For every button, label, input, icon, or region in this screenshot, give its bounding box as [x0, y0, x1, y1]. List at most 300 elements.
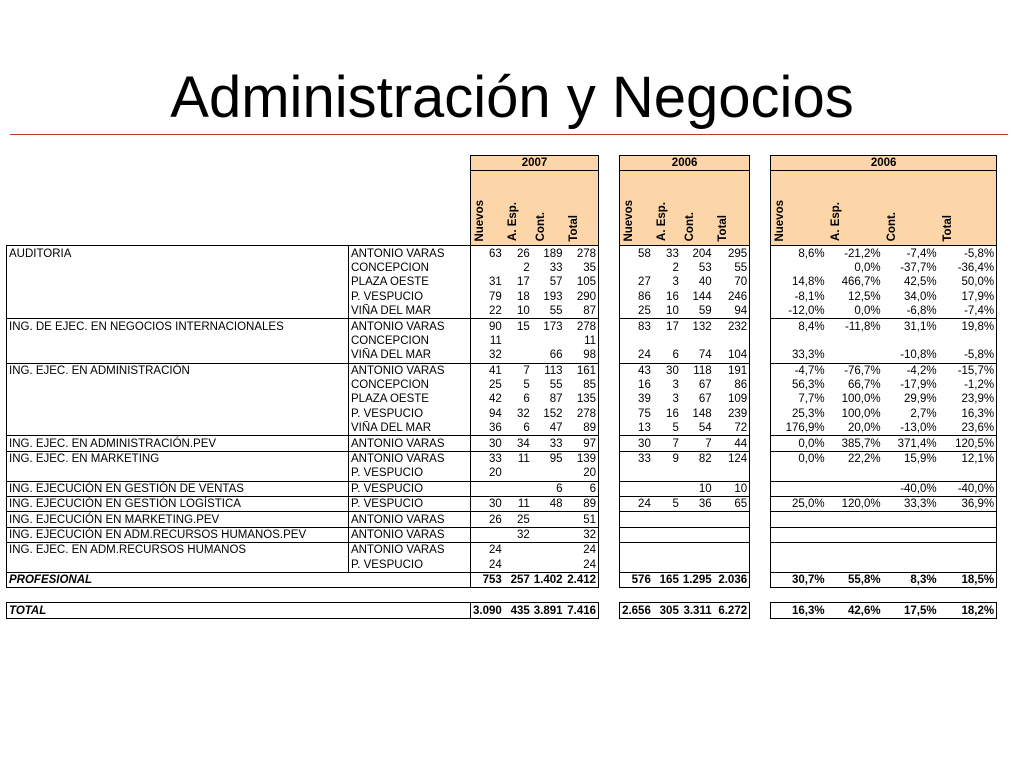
value-cell: 36 [471, 421, 504, 436]
value-cell: 98 [565, 348, 599, 363]
pct-cell [939, 527, 997, 542]
table-row [7, 378, 997, 392]
value-cell [471, 527, 504, 542]
column-header-0-1 [504, 171, 532, 246]
career-cell [7, 348, 349, 363]
value-cell: 34 [504, 436, 532, 451]
value-cell [681, 543, 714, 558]
column-header-0-0 [471, 171, 504, 246]
pct-cell: -8,1% [771, 290, 827, 304]
profesional-value-cell: 165 [653, 572, 681, 587]
total-value-cell: 42,6% [827, 603, 883, 618]
value-cell: 7 [681, 436, 714, 451]
value-cell: 48 [532, 497, 565, 512]
value-cell: 30 [620, 436, 653, 451]
value-cell: 104 [714, 348, 750, 363]
value-cell [471, 261, 504, 275]
campus-cell: VIÑA DEL MAR [349, 348, 471, 363]
page-title: Administración y Negocios [170, 65, 854, 130]
gap-cell [750, 481, 771, 496]
pct-cell: 23,9% [939, 392, 997, 406]
table-row [7, 527, 997, 542]
value-cell: 85 [565, 378, 599, 392]
career-cell [7, 392, 349, 406]
value-cell: 10 [653, 304, 681, 319]
campus-cell: P. VESPUCIO [349, 407, 471, 421]
value-cell: 44 [714, 436, 750, 451]
value-cell: 105 [565, 275, 599, 289]
career-cell [7, 378, 349, 392]
campus-cell: ANTONIO VARAS [349, 246, 471, 261]
pct-cell: -6,8% [883, 304, 939, 319]
value-cell: 32 [516, 407, 530, 420]
column-header-label: Nuevos [474, 199, 486, 242]
value-cell: 144 [692, 290, 712, 303]
value-cell: 11 [504, 497, 532, 512]
pct-cell [883, 543, 939, 558]
total-value-cell: 7.416 [565, 603, 599, 618]
value-cell: 3 [672, 276, 679, 289]
gap-cell [750, 603, 771, 618]
column-header-2-1 [827, 171, 883, 246]
pct-cell: 19,8% [939, 319, 997, 334]
value-cell: 51 [565, 512, 599, 527]
pct-cell: 25,0% [771, 497, 827, 512]
pct-cell: -4,7% [771, 363, 827, 378]
pct-cell: -7,4% [939, 304, 997, 319]
pct-cell: -12,0% [771, 304, 827, 319]
value-cell [714, 543, 750, 558]
pct-cell: 0,0% [771, 451, 827, 466]
pct-cell [827, 527, 883, 542]
profesional-value-cell: 576 [620, 572, 653, 587]
pct-cell: 31,1% [883, 319, 939, 334]
profesional-row [7, 572, 997, 587]
value-cell: 67 [698, 379, 712, 392]
profesional-value-cell: 18,5% [939, 572, 997, 587]
value-cell: 97 [565, 436, 599, 451]
column-header-label: Total [567, 214, 580, 242]
table-row [7, 466, 997, 481]
campus-cell: ANTONIO VARAS [349, 451, 471, 466]
value-cell [532, 466, 565, 481]
value-cell: 94 [471, 407, 504, 421]
gap-cell [599, 304, 620, 319]
career-cell: ING. EJECUCIÓN EN GESTIÓN DE VENTAS [7, 481, 349, 496]
career-cell: ING. EJECUCIÓN EN ADM.RECURSOS HUMANOS.PEV [7, 527, 349, 542]
career-cell [7, 304, 349, 319]
value-cell: 16 [666, 407, 679, 420]
pct-cell: -40,0% [883, 481, 939, 496]
pct-cell [771, 334, 827, 348]
value-cell: 95 [532, 451, 565, 466]
value-cell: 7 [653, 436, 681, 451]
pct-cell: 385,7% [827, 436, 883, 451]
value-cell: 72 [714, 421, 750, 436]
total-label: TOTAL [7, 603, 471, 618]
value-cell [681, 527, 714, 542]
value-cell: 57 [549, 276, 563, 289]
value-cell: 86 [620, 290, 653, 304]
pct-cell: -5,8% [939, 246, 997, 261]
total-value-cell: 6.272 [714, 603, 750, 618]
value-cell: 41 [471, 363, 504, 378]
pct-cell: 42,5% [904, 276, 937, 289]
gap-cell [750, 466, 771, 481]
table-row [7, 246, 997, 261]
career-cell [7, 261, 349, 275]
total-value-cell: 17,5% [883, 603, 939, 618]
value-cell: 6 [532, 481, 565, 496]
pct-cell: 33,3% [771, 348, 827, 363]
profesional-value-cell: 257 [504, 572, 532, 587]
pct-cell: -37,7% [900, 261, 937, 274]
value-cell: 6 [653, 348, 681, 363]
value-cell: 65 [714, 497, 750, 512]
campus-cell: VIÑA DEL MAR [349, 421, 471, 436]
value-cell: 25 [620, 304, 653, 319]
pct-cell: 8,6% [771, 246, 827, 261]
pct-cell [827, 543, 883, 558]
column-header-label: Total [716, 214, 729, 242]
pct-cell [771, 543, 827, 558]
career-cell: ING. DE EJEC. EN NEGOCIOS INTERNACIONALES [7, 319, 349, 334]
total-value-cell: 435 [504, 603, 532, 618]
value-cell: 66 [532, 348, 565, 363]
gap-cell [750, 304, 771, 319]
total-value-cell: 3.891 [533, 604, 563, 617]
value-cell: 83 [620, 319, 653, 334]
pct-cell: -76,7% [827, 363, 883, 378]
gap-cell [750, 451, 771, 466]
value-cell: 11 [565, 334, 599, 348]
value-cell: 17 [516, 276, 530, 289]
gap-cell [750, 171, 771, 246]
value-cell: 35 [565, 261, 599, 275]
value-cell: 24 [471, 558, 504, 573]
table-row [7, 319, 997, 334]
gap-cell [599, 378, 620, 392]
value-cell: 148 [692, 407, 712, 420]
pct-cell: 2,7% [910, 407, 937, 420]
total-value-cell: 2.656 [620, 603, 653, 618]
value-cell: 193 [543, 290, 563, 303]
pct-cell [883, 512, 939, 527]
total-value-cell: 3.090 [471, 603, 504, 618]
value-cell: 118 [681, 363, 714, 378]
gap-cell [750, 407, 771, 421]
career-cell [7, 334, 349, 348]
gap-cell [750, 527, 771, 542]
value-cell [532, 543, 565, 558]
pct-cell: 0,0% [771, 436, 827, 451]
campus-cell: ANTONIO VARAS [349, 543, 471, 558]
value-cell: 24 [620, 497, 653, 512]
gap-cell [599, 156, 620, 171]
profesional-value-cell: 55,8% [827, 572, 883, 587]
career-cell: ING. EJEC. EN MARKETING [7, 451, 349, 466]
pct-cell: 0,0% [854, 261, 881, 274]
value-cell [714, 334, 750, 348]
pct-cell [827, 558, 883, 573]
pct-cell [883, 527, 939, 542]
pct-cell: 15,9% [883, 451, 939, 466]
value-cell: 36 [681, 497, 714, 512]
value-cell [714, 558, 750, 573]
value-cell: 54 [681, 421, 714, 436]
value-cell [504, 481, 532, 496]
campus-cell: VIÑA DEL MAR [349, 304, 471, 319]
value-cell [620, 466, 653, 481]
pct-cell [883, 558, 939, 573]
column-header-label: Cont. [683, 212, 696, 242]
value-cell [471, 481, 504, 496]
value-cell: 79 [471, 290, 504, 304]
value-cell: 59 [681, 304, 714, 319]
pct-cell [939, 466, 997, 481]
value-cell: 33 [620, 451, 653, 466]
pct-cell: 100,0% [841, 393, 881, 406]
career-cell [7, 275, 349, 289]
value-cell: 109 [714, 392, 750, 406]
value-cell: 5 [653, 421, 681, 436]
gap-cell [599, 319, 620, 334]
pct-cell [827, 512, 883, 527]
campus-cell: ANTONIO VARAS [349, 527, 471, 542]
career-cell: AUDITORIA [7, 246, 349, 261]
career-cell: ING. EJECUCIÓN EN GESTIÓN LOGÍSTICA [7, 497, 349, 512]
gap-cell [599, 348, 620, 363]
value-cell: 63 [471, 246, 504, 261]
career-cell: ING. EJEC. EN ADMINISTRACIÓN [7, 363, 349, 378]
value-cell [620, 558, 653, 573]
gap-cell [599, 261, 620, 275]
value-cell: 53 [698, 261, 712, 274]
career-cell [7, 466, 349, 481]
pct-cell: -13,0% [883, 421, 939, 436]
blank-cell [349, 156, 471, 171]
gap-cell [750, 497, 771, 512]
pct-cell [939, 512, 997, 527]
campus-cell: CONCEPCION [349, 334, 471, 348]
pct-cell: 36,9% [939, 497, 997, 512]
value-cell: 43 [620, 363, 653, 378]
value-cell: 55 [714, 261, 750, 275]
pct-cell: 8,4% [771, 319, 827, 334]
value-cell [653, 334, 681, 348]
value-cell [504, 334, 532, 348]
value-cell: 246 [714, 290, 750, 304]
career-cell [7, 290, 349, 304]
value-cell: 6 [523, 393, 530, 406]
column-header-label: Cont. [534, 212, 547, 242]
pct-cell: -15,7% [939, 363, 997, 378]
profesional-value-cell: 1.295 [682, 574, 712, 587]
column-header-2-0 [771, 171, 827, 246]
value-cell: 24 [565, 558, 599, 573]
profesional-value-cell: 8,3% [883, 572, 939, 587]
value-cell [532, 512, 565, 527]
table-row [7, 558, 997, 573]
value-cell [681, 558, 714, 573]
column-header-label: Nuevos [774, 199, 787, 242]
pct-cell: 120,0% [827, 497, 883, 512]
value-cell: 239 [714, 407, 750, 421]
pct-cell [827, 334, 883, 348]
column-header-1-1 [653, 171, 681, 246]
column-header-label: Total [941, 214, 954, 242]
value-cell: 16 [666, 290, 679, 303]
total-value-cell: 305 [653, 603, 681, 618]
profesional-value-cell: 2.412 [565, 572, 599, 587]
value-cell [504, 466, 532, 481]
gap-cell [750, 319, 771, 334]
value-cell: 94 [714, 304, 750, 319]
pct-cell: 0,0% [827, 304, 883, 319]
pct-cell: 29,9% [904, 393, 937, 406]
gap-cell [599, 572, 620, 587]
pct-cell: 176,9% [771, 421, 827, 436]
career-cell: ING. EJEC. EN ADMINISTRACIÓN.PEV [7, 436, 349, 451]
table-row [7, 261, 997, 275]
value-cell [653, 481, 681, 496]
gap-cell [599, 451, 620, 466]
gap-cell [599, 275, 620, 289]
value-cell: 173 [532, 319, 565, 334]
value-cell: 30 [653, 363, 681, 378]
value-cell: 2 [672, 261, 679, 274]
campus-cell: P. VESPUCIO [349, 497, 471, 512]
column-header-label: Cont. [885, 212, 898, 242]
campus-cell: P. VESPUCIO [349, 481, 471, 496]
value-cell [620, 481, 653, 496]
gap-cell [599, 334, 620, 348]
value-cell: 25 [471, 378, 504, 392]
pct-cell: -5,8% [939, 348, 997, 363]
pct-cell: -40,0% [939, 481, 997, 496]
value-cell: 7 [504, 363, 532, 378]
campus-cell: P. VESPUCIO [349, 290, 471, 304]
column-header-label: A. Esp. [655, 202, 668, 242]
spacer-cell [7, 588, 997, 603]
blank-cell [7, 171, 349, 246]
gap-cell [750, 334, 771, 348]
value-cell: 32 [504, 527, 532, 542]
pct-cell: -1,2% [939, 378, 997, 392]
gap-cell [750, 572, 771, 587]
table-row [7, 407, 997, 421]
pct-cell [883, 466, 939, 481]
campus-cell: ANTONIO VARAS [349, 436, 471, 451]
gap-cell [599, 246, 620, 261]
pct-cell: -11,8% [827, 319, 883, 334]
pct-cell [771, 466, 827, 481]
value-cell [620, 527, 653, 542]
pct-cell: 66,7% [848, 379, 881, 392]
value-cell [653, 527, 681, 542]
column-header-2-3 [939, 171, 997, 246]
value-cell: 10 [504, 304, 532, 319]
pct-cell [771, 512, 827, 527]
career-cell [7, 421, 349, 436]
pct-cell [771, 261, 827, 275]
year-header-2: 2006 [771, 156, 997, 171]
pct-cell: 23,6% [939, 421, 997, 436]
blank-cell [349, 171, 471, 246]
pct-cell: 120,5% [939, 436, 997, 451]
gap-cell [599, 558, 620, 573]
pct-cell: 50,0% [939, 275, 997, 289]
value-cell [681, 334, 714, 348]
value-cell [504, 543, 532, 558]
table-row [7, 543, 997, 558]
pct-cell [827, 481, 883, 496]
pct-cell: 34,0% [904, 290, 937, 303]
value-cell: 17 [653, 319, 681, 334]
value-cell: 191 [714, 363, 750, 378]
year-header-0: 2007 [471, 156, 599, 171]
gap-cell [599, 421, 620, 436]
gap-cell [599, 436, 620, 451]
table-row [7, 275, 997, 289]
pct-cell: -21,2% [827, 246, 883, 261]
value-cell: 55 [549, 379, 563, 392]
pct-cell: 100,0% [841, 407, 881, 420]
total-row [7, 603, 997, 618]
pct-cell [939, 543, 997, 558]
pct-cell [827, 348, 883, 363]
value-cell: 87 [565, 304, 599, 319]
value-cell: 55 [532, 304, 565, 319]
column-header-label: Nuevos [623, 199, 636, 242]
gap-cell [599, 497, 620, 512]
value-cell: 89 [565, 421, 599, 436]
gap-cell [750, 436, 771, 451]
table-row [7, 481, 997, 496]
value-cell [532, 558, 565, 573]
value-cell: 39 [620, 392, 653, 406]
pct-cell: 33,3% [883, 497, 939, 512]
value-cell: 32 [471, 348, 504, 363]
value-cell: 16 [620, 378, 653, 392]
value-cell: 18 [516, 290, 530, 303]
value-cell: 204 [681, 246, 714, 261]
value-cell: 33 [653, 246, 681, 261]
campus-cell: CONCEPCION [349, 261, 471, 275]
value-cell: 30 [471, 497, 504, 512]
column-header-label: A. Esp. [506, 202, 519, 242]
column-header-1-0 [620, 171, 653, 246]
career-cell: ING. EJEC. EN ADM.RECURSOS HUMANOS [7, 543, 349, 558]
campus-cell: P. VESPUCIO [349, 558, 471, 573]
gap-cell [750, 421, 771, 436]
value-cell: 290 [565, 290, 599, 304]
campus-cell: PLAZA OESTE [349, 392, 471, 406]
value-cell: 278 [565, 246, 599, 261]
pct-cell [827, 466, 883, 481]
gap-cell [599, 603, 620, 618]
value-cell: 25 [504, 512, 532, 527]
gap-cell [750, 348, 771, 363]
value-cell: 3 [672, 379, 679, 392]
pct-cell: 22,2% [827, 451, 883, 466]
value-cell: 58 [620, 246, 653, 261]
value-cell: 13 [620, 421, 653, 436]
pct-cell: 25,3% [771, 407, 827, 421]
pct-cell: 17,9% [939, 290, 997, 304]
value-cell: 67 [698, 393, 712, 406]
value-cell [532, 527, 565, 542]
